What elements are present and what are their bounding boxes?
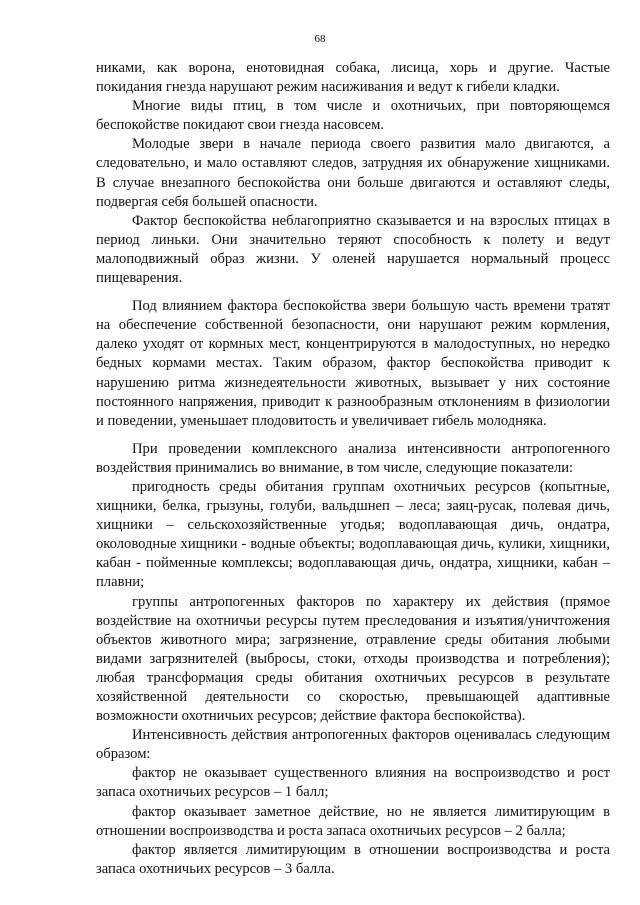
paragraph: Под влиянием фактора беспокойства звери большую часть времени тратят на обеспечение собственной безопасности, они нарушают режим кормления, далеко уходят от кормных мест, концентрируются в малодоступных, но нередко бедных кормами местах. Таким образом, фактор беспокойства приводит к нарушению ритма жизнедеятельности животных, вызывает у них состояние постоянного напряжения, приводит к разнообразным отклонениям в физиологии и поведении, уменьшает плодовитость и увеличивает гибель молодняка. — [96, 298, 610, 429]
list-item-paragraph: группы антропогенных факторов по характеру их действия (прямое воздействие на охотничьи ресурсы путем преследования и изъятия/уничтожения объектов животного мира; загрязнение, отравление среды обитания любыми видами загрязнителей (выбросы, стоки, отходы производства и потребления); любая трансформация среды обитания охотничьих ресурсов в результате хозяйственной деятельности со скоростью, превышающей адаптивные возможности охотничьих ресурсов; действие фактора беспокойства). — [96, 593, 610, 725]
paragraph: Интенсивность действия антропогенных факторов оценивалась следующим образом: — [96, 727, 610, 763]
score-criterion: фактор оказывает заметное действие, но не является лимитирующим в отношении воспроизводства и роста запаса охотничьих ресурсов – 2 балла; — [96, 803, 610, 839]
paragraph: Многие виды птиц, в том числе и охотничьих, при повторяющемся беспокойстве покидают свои гнезда насовсем. — [96, 98, 610, 134]
paragraph: никами, как ворона, енотовидная собака, лисица, хорь и другие. Частые покидания гнезда нарушают режим насиживания и ведут к гибели кладки. — [96, 60, 610, 96]
list-item-paragraph: пригодность среды обитания группам охотничьих ресурсов (копытные, хищники, белка, грызуны, голуби, вальдшнеп – леса; заяц-русак, полевая дичь, хищники – сельскохозяйственные угодья; водоплавающая дичь, ондатра, околоводные хищники - водные объекты; водоплавающая дичь, кулики, хищники, кабан - пойменные комплексы; водоплавающая дичь, ондатра, хищники, кабан – плавни; — [96, 478, 610, 591]
paragraph: Молодые звери в начале периода своего развития мало двигаются, а следовательно, и мало оставляют следов, затрудняя их обнаружение хищниками. В случае внезапного беспокойства они больше двигаются и оставляют следы, подвергая себя большей опасности. — [96, 136, 610, 210]
page-number: 68 — [314, 33, 326, 45]
paragraph: Фактор беспокойства неблагоприятно сказывается и на взрослых птицах в период линьки. Они значительно теряют способность к полету и ведут малоподвижный образ жизни. У оленей нарушается нормальный процесс пищеварения. — [96, 212, 610, 287]
document-body — [96, 59, 610, 879]
score-criterion: фактор является лимитирующим в отношении воспроизводства и роста запаса охотничьих ресурсов – 3 балла. — [96, 841, 610, 877]
score-criterion: фактор не оказывает существенного влияния на воспроизводство и рост запаса охотничьих ресурсов – 1 балл; — [96, 765, 610, 801]
paragraph: При проведении комплексного анализа интенсивности антропогенного воздействия принимались во внимание, в том числе, следующие показатели: — [96, 440, 610, 476]
